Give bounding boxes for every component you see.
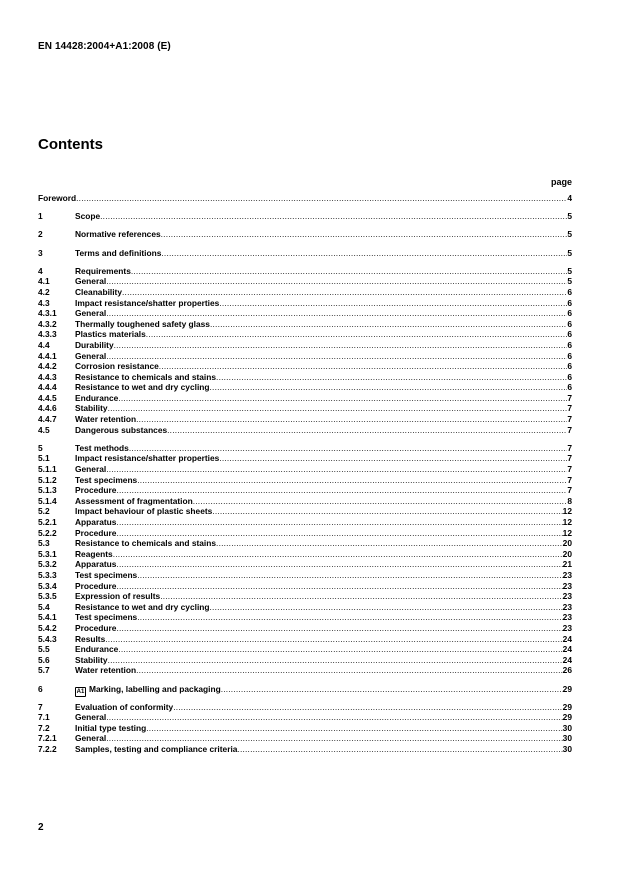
toc-entry-title [75,623,116,634]
toc-entry-text: General [75,350,107,361]
toc-entry-number: 5.1.3 [38,485,57,496]
toc-entry[interactable] [38,372,572,383]
dot-leader [116,485,567,496]
toc-entry[interactable] [38,733,572,744]
toc-entry-title [75,517,116,528]
toc-entry[interactable] [38,602,572,613]
toc-entry-title [75,351,106,362]
toc-entry-number: 5.3.5 [38,591,57,602]
dot-leader [122,287,567,298]
dot-leader [136,414,567,425]
toc-entry-text: Resistance to chemicals and stains [75,538,217,549]
document-header: EN 14428:2004+A1:2008 (E) [38,41,171,52]
toc-entry[interactable] [38,744,572,755]
toc-entry-page: 8 [567,495,572,506]
dot-leader [237,744,562,755]
dot-leader [159,361,568,372]
toc-entry-number: 4.4.1 [38,350,57,361]
contents-title: Contents [38,136,103,153]
toc-entry-number: 5.6 [38,654,50,665]
toc-entry-number: 5.1.1 [38,464,57,475]
toc-entry-title [75,559,116,570]
toc-entry-text: Dangerous substances [75,424,168,435]
dot-leader [160,591,562,602]
toc-entry-title [75,744,237,755]
toc-entry[interactable] [38,425,572,436]
toc-entry-number: 7.1 [38,712,50,723]
toc-entry-page: 7 [567,464,572,475]
toc-entry-number: 5.3.1 [38,548,57,559]
toc-entry-text: Test specimens [75,612,138,623]
toc-entry-title [75,581,116,592]
dot-leader [129,443,568,454]
toc-entry-title [75,570,137,581]
dot-leader [116,581,562,592]
toc-entry[interactable] [38,485,572,496]
toc-entry-page: 30 [562,733,572,744]
toc-entry-title [75,403,108,414]
toc-entry-text: Assessment of fragmentation [75,495,193,506]
toc-entry-title [75,382,210,393]
toc-entry-text: Terms and definitions [75,247,162,258]
toc-entry-page: 6 [567,382,572,393]
amendment-marker-icon: A1 [76,688,85,695]
toc-entry-page: 7 [567,403,572,414]
toc-entry-text: Corrosion resistance [75,361,159,372]
toc-entry[interactable] [38,702,572,713]
dot-leader [106,712,562,723]
toc-entry-title [75,684,221,697]
toc-entry-page: 24 [562,654,572,665]
toc-entry-title [75,655,108,666]
toc-entry-text: Procedure [75,622,117,633]
toc-entry[interactable] [38,644,572,655]
toc-entry-number: 4.5 [38,424,50,435]
toc-entry[interactable] [38,266,572,277]
toc-entry-number: 4.4.6 [38,403,57,414]
toc-entry[interactable] [38,308,572,319]
toc-entry-page: 12 [562,517,572,527]
dot-leader [118,644,562,655]
toc-entry-page: 23 [562,580,572,591]
toc-entry-text: Scope [75,211,101,222]
toc-entry-number: 2 [38,229,43,240]
toc-entry-text: Test methods [75,442,129,453]
dot-leader [116,623,562,634]
dot-leader [116,517,562,528]
toc-entry-page: 5 [567,276,572,287]
toc-entry-title [75,393,118,404]
toc-entry-page: 7 [567,474,572,485]
toc-entry-title [75,733,106,744]
toc-entry-number: 4.4.2 [38,361,57,372]
dot-leader [108,403,568,414]
toc-entry-number: 5.5 [38,644,50,655]
toc-entry[interactable] [38,538,572,549]
toc-entry-text: Evaluation of conformity [75,701,174,712]
toc-entry-page: 26 [562,665,572,676]
dot-leader [212,506,562,517]
toc-entry-title [75,453,219,464]
toc-entry[interactable] [38,340,572,351]
toc-entry-page: 7 [567,485,572,496]
toc-entry-title [75,443,129,454]
toc-entry[interactable] [38,382,572,393]
toc-entry[interactable] [38,319,572,330]
toc-entry-title [75,276,106,287]
toc-entry[interactable] [38,464,572,475]
toc-entry-number: 4.1 [38,276,50,287]
toc-entry-number: 5.4 [38,601,50,612]
toc-entry-title [38,193,76,204]
toc-entry-title [75,414,136,425]
toc-entry[interactable] [38,684,572,695]
toc-entry-page: 6 [567,350,572,361]
toc-entry-page: 30 [562,722,572,733]
toc-entry-number: 7 [38,701,43,712]
toc-entry-number: 6 [38,683,43,694]
toc-entry-text: Marking, labelling and packaging [89,683,221,694]
toc-entry-title [75,496,193,507]
toc-entry-page: 23 [562,569,572,580]
toc-entry-page: 30 [562,744,572,755]
dot-leader [131,266,567,277]
page-number: 2 [38,822,44,833]
dot-leader [193,496,568,507]
dot-leader [210,319,567,330]
toc-entry-number: 3 [38,247,43,258]
toc-entry-number: 4.3 [38,297,50,308]
toc-entry-title [75,211,100,222]
toc-entry-number: 7.2.1 [38,733,57,744]
dot-leader [137,475,567,486]
toc-entry-page: 5 [567,211,572,222]
toc-entry-text: Test specimens [75,474,138,485]
toc-entry-number: 5.3.2 [38,559,57,570]
toc-entry-text: Expression of results [75,591,161,602]
toc-entry-page: 24 [562,633,572,644]
toc-entry-number: 5.1.2 [38,474,57,485]
toc-entry[interactable] [38,665,572,676]
dot-leader [146,723,562,734]
toc-entry-page: 7 [567,453,572,464]
toc-entry[interactable] [38,723,572,734]
dot-leader [118,393,567,404]
dot-leader [161,229,568,240]
toc-entry[interactable] [38,475,572,486]
toc-entry-page: 23 [562,591,572,602]
toc-entry-page: 24 [562,644,572,655]
toc-entry-page: 6 [567,329,572,340]
toc-entry-text: Procedure [75,580,117,591]
toc-entry-number: 5.1 [38,453,50,464]
toc-entry-page: 23 [562,612,572,623]
toc-entry-title [75,485,116,496]
toc-entry-number: 5.7 [38,665,50,676]
dot-leader [216,372,567,383]
toc-entry-title [75,702,173,713]
toc-entry-title [75,665,136,676]
toc-entry[interactable] [38,403,572,414]
dot-leader [137,612,562,623]
dot-leader [173,702,562,713]
toc-entry-page: 7 [567,442,572,453]
dot-leader [76,193,567,204]
toc-entry-number: 5.2 [38,506,50,517]
toc-entry-text: Cleanability [75,286,123,297]
toc-entry-title [75,591,160,602]
toc-entry-page: 6 [567,371,572,382]
toc-entry-page: 21 [562,559,572,570]
toc-entry[interactable] [38,570,572,581]
toc-entry-number: 4.4.3 [38,371,57,382]
toc-entry-number: 4 [38,265,43,276]
toc-entry-page: 6 [567,308,572,319]
dot-leader [136,665,563,676]
dot-leader [219,453,567,464]
toc-entry-page: 29 [562,712,572,723]
toc-entry-title [75,248,161,259]
toc-entry-number: 5.2.1 [38,517,57,527]
dot-leader [106,308,567,319]
toc-entry-title [75,298,219,309]
toc-entry-text: Water retention [75,665,137,676]
toc-entry-title [75,506,212,517]
toc-entry-number: 5.4.2 [38,622,57,633]
toc-entry-title [75,538,216,549]
toc-entry-page: 20 [562,538,572,549]
toc-entry-text: Impact behaviour of plastic sheets [75,506,213,517]
toc-entry-title [75,602,210,613]
toc-entry[interactable] [38,193,572,204]
toc-entry[interactable] [38,517,572,528]
toc-entry[interactable] [38,443,572,454]
toc-entry-page: 6 [567,286,572,297]
toc-entry-title [75,723,146,734]
toc-entry[interactable] [38,287,572,298]
toc-entry-text: Samples, testing and compliance criteria [75,744,238,755]
toc-entry-number: 5.3.4 [38,580,57,591]
toc-entry-number: 5 [38,442,43,453]
toc-entry-page: 4 [567,193,572,203]
toc-entry[interactable] [38,329,572,340]
toc-entry[interactable] [38,351,572,362]
dot-leader [167,425,567,436]
toc-entry-text: Endurance [75,392,119,403]
toc-entry[interactable] [38,276,572,287]
toc-entry-text: General [75,733,107,744]
toc-entry-title [75,319,210,330]
toc-entry[interactable] [38,623,572,634]
toc-entry-page: 6 [567,297,572,308]
toc-entry-title [75,372,216,383]
toc-entry-number: 4.4 [38,339,50,350]
toc-entry-page: 7 [567,414,572,425]
toc-entry[interactable] [38,361,572,372]
toc-entry-text: Procedure [75,485,117,496]
toc-entry-page: 5 [567,247,572,258]
toc-entry-title [75,464,106,475]
dot-leader [210,602,563,613]
dot-leader [219,298,567,309]
toc-entry[interactable] [38,549,572,560]
toc-entry[interactable] [38,393,572,404]
toc-entry-text: Water retention [75,414,137,425]
toc-entry[interactable] [38,414,572,425]
toc-entry-title [75,644,118,655]
toc-entry-title [75,266,131,277]
toc-entry[interactable] [38,248,572,259]
dot-leader [116,528,562,539]
toc-entry-text: Resistance to wet and dry cycling [75,382,210,393]
toc-entry-text: Reagents [75,548,113,559]
table-of-contents [38,193,572,755]
toc-entry-text: Thermally toughened safety glass [75,318,210,329]
toc-entry[interactable] [38,559,572,570]
toc-entry-text: Initial type testing [75,722,147,733]
toc-entry-text: Impact resistance/shatter properties [75,297,220,308]
toc-entry-page: 23 [562,622,572,633]
toc-entry-text: General [75,308,107,319]
toc-entry-page: 29 [562,701,572,712]
toc-entry-title [75,287,122,298]
toc-entry-title [75,340,114,351]
toc-entry-number: 5.3 [38,538,50,549]
dot-leader [221,684,563,695]
toc-entry-text: Impact resistance/shatter properties [75,453,220,464]
dot-leader [106,464,567,475]
toc-entry-number: 4.3.1 [38,308,57,319]
dot-leader [108,655,563,666]
toc-entry-text: Normative references [75,229,161,240]
toc-entry-number: 7.2 [38,722,50,733]
toc-entry-text: Plastics materials [75,329,146,340]
toc-entry-text: Test specimens [75,569,138,580]
toc-entry-number: 5.2.2 [38,527,57,538]
toc-entry-text: Endurance [75,644,119,655]
toc-entry-number: 4.3.2 [38,318,57,329]
dot-leader [137,570,562,581]
toc-entry-title [75,528,116,539]
toc-entry[interactable] [38,591,572,602]
toc-entry-page: 5 [567,265,572,276]
toc-entry-page: 12 [562,527,572,538]
toc-entry-text: Foreword [38,193,77,203]
page-column-label: page [550,177,572,187]
toc-entry-number: 4.4.7 [38,414,57,425]
toc-entry-page: 6 [567,339,572,350]
toc-entry-text: Apparatus [75,517,117,527]
toc-entry-text: General [75,464,107,475]
dot-leader [106,276,567,287]
toc-entry-page: 7 [567,424,572,435]
dot-leader [113,549,563,560]
toc-entry-page: 6 [567,318,572,329]
dot-leader [161,248,567,259]
toc-entry-title [75,329,146,340]
dot-leader [100,211,567,222]
toc-entry[interactable] [38,581,572,592]
toc-entry-page: 29 [562,683,572,694]
toc-entry[interactable] [38,712,572,723]
dot-leader [105,634,562,645]
dot-leader [146,329,568,340]
toc-entry-title [75,308,106,319]
toc-entry-page: 23 [562,601,572,612]
toc-entry-title [75,612,137,623]
toc-entry-text: Apparatus [75,559,117,570]
toc-entry-number: 5.4.3 [38,633,57,644]
toc-entry-text: Procedure [75,527,117,538]
toc-entry[interactable] [38,496,572,507]
toc-entry[interactable] [38,298,572,309]
dot-leader [116,559,562,570]
toc-entry[interactable] [38,612,572,623]
toc-entry-text: General [75,712,107,723]
toc-entry-text: Stability [75,403,108,414]
toc-entry-text: Stability [75,654,108,665]
toc-entry-number: 4.4.4 [38,382,57,393]
toc-entry-page: 7 [567,392,572,403]
toc-entry-title [75,229,161,240]
toc-entry-text: Durability [75,339,114,350]
toc-entry-title [75,425,167,436]
toc-entry-title [75,361,159,372]
toc-entry-page: 12 [562,506,572,517]
toc-entry[interactable] [38,211,572,222]
toc-entry-number: 7.2.2 [38,744,57,755]
toc-entry-number: 1 [38,211,43,222]
toc-entry-number: 4.3.3 [38,329,57,340]
toc-entry-number: 4.4.5 [38,392,57,403]
toc-entry-title [75,712,106,723]
toc-entry-number: 4.2 [38,286,50,297]
toc-entry[interactable] [38,655,572,666]
toc-entry-title [75,634,105,645]
toc-entry-page: 20 [562,548,572,559]
toc-entry-text: Resistance to wet and dry cycling [75,601,210,612]
dot-leader [114,340,568,351]
dot-leader [210,382,568,393]
toc-entry[interactable] [38,453,572,464]
toc-entry[interactable] [38,634,572,645]
dot-leader [216,538,563,549]
dot-leader [106,351,567,362]
toc-entry-text: Results [75,633,106,644]
toc-entry-text: Requirements [75,265,131,276]
toc-entry-number: 5.1.4 [38,495,57,506]
toc-entry-title [75,475,137,486]
toc-entry[interactable] [38,229,572,240]
toc-entry[interactable] [38,528,572,539]
toc-entry-text: General [75,276,107,287]
toc-entry-page: 5 [567,229,572,240]
toc-entry-number: 5.3.3 [38,569,57,580]
toc-entry-text: Resistance to chemicals and stains [75,371,217,382]
toc-entry[interactable] [38,506,572,517]
toc-entry-number: 5.4.1 [38,612,57,623]
toc-entry-title [75,549,113,560]
toc-entry-page: 6 [567,361,572,372]
dot-leader [106,733,562,744]
